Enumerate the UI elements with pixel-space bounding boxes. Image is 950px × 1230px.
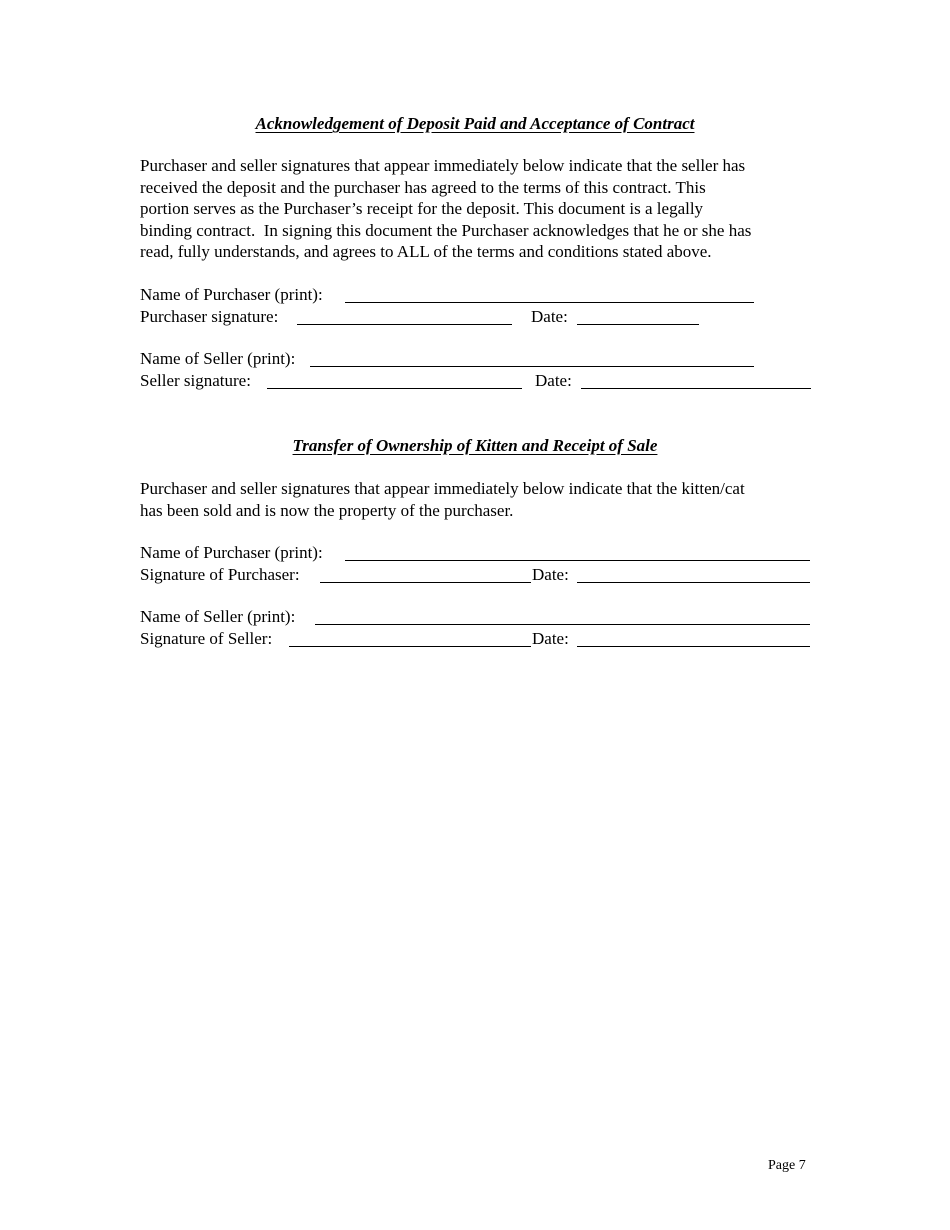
seller-name-field[interactable] xyxy=(310,366,754,367)
transfer-seller-date-label: Date: xyxy=(532,629,569,648)
paragraph-line: read, fully understands, and agrees to ALL of the terms and conditions stated above. xyxy=(140,242,712,261)
purchaser-signature-field[interactable] xyxy=(297,324,512,325)
paragraph-line: Purchaser and seller signatures that appear immediately below indicate that the seller has xyxy=(140,156,746,175)
section-paragraph-deposit xyxy=(140,155,820,263)
purchaser-date-field[interactable] xyxy=(577,324,699,325)
seller-date-field[interactable] xyxy=(581,388,811,389)
paragraph-line: portion serves as the Purchaser’s receipt for the deposit. This document is a legally xyxy=(140,199,704,218)
transfer-seller-name-field[interactable] xyxy=(315,624,810,625)
transfer-seller-signature-label: Signature of Seller: xyxy=(140,629,273,648)
seller-signature-field[interactable] xyxy=(267,388,522,389)
transfer-purchaser-date-label: Date: xyxy=(532,565,569,584)
section-paragraph-transfer xyxy=(140,478,820,521)
transfer-purchaser-name-label: Name of Purchaser (print): xyxy=(140,543,323,562)
purchaser-signature-label: Purchaser signature: xyxy=(140,307,279,326)
section-heading-deposit: Acknowledgement of Deposit Paid and Acceptance of Contract xyxy=(255,114,695,133)
paragraph-line: Purchaser and seller signatures that appear immediately below indicate that the kitten/cat xyxy=(140,479,745,498)
transfer-purchaser-signature-field[interactable] xyxy=(320,582,531,583)
transfer-seller-date-field[interactable] xyxy=(577,646,810,647)
transfer-purchaser-signature-label: Signature of Purchaser: xyxy=(140,565,300,584)
paragraph-line: received the deposit and the purchaser has agreed to the terms of this contract. This xyxy=(140,177,706,197)
transfer-purchaser-date-field[interactable] xyxy=(577,582,810,583)
paragraph-line: binding contract. In signing this document the Purchaser acknowledges that he or she has xyxy=(140,220,752,240)
section-heading-transfer: Transfer of Ownership of Kitten and Receipt of Sale xyxy=(292,436,658,455)
transfer-seller-name-label: Name of Seller (print): xyxy=(140,607,296,626)
purchaser-date-label: Date: xyxy=(531,307,568,326)
transfer-seller-signature-field[interactable] xyxy=(289,646,531,647)
paragraph-line: has been sold and is now the property of the purchaser. xyxy=(140,500,514,520)
transfer-purchaser-name-field[interactable] xyxy=(345,560,810,561)
seller-date-label: Date: xyxy=(535,371,572,390)
seller-name-label: Name of Seller (print): xyxy=(140,349,296,368)
page-number: Page 7 xyxy=(768,1158,806,1173)
purchaser-name-label: Name of Purchaser (print): xyxy=(140,285,323,304)
seller-signature-label: Seller signature: xyxy=(140,371,251,390)
purchaser-name-field[interactable] xyxy=(345,302,754,303)
